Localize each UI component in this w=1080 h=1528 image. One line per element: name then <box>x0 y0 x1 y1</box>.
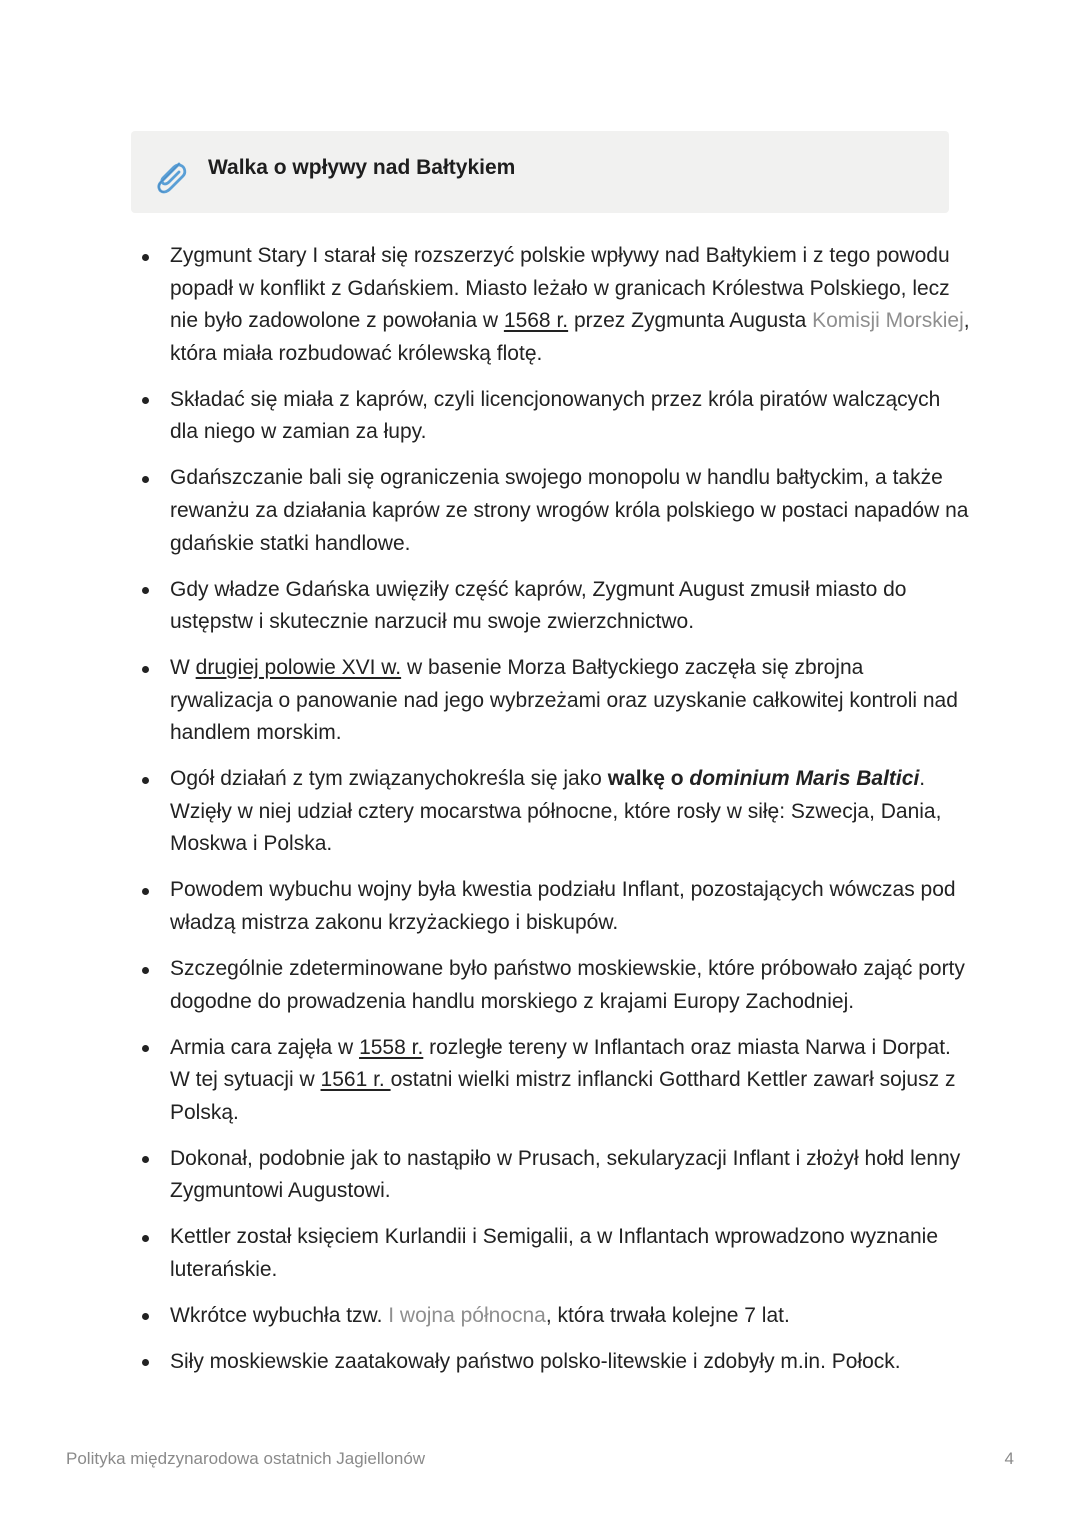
term-link[interactable]: I wojna północna <box>388 1303 546 1327</box>
list-item: Siły moskiewskie zaatakowały państwo polsko-litewskie i zdobyły m.in. Połock. <box>140 1346 970 1379</box>
footer-title: Polityka międzynarodowa ostatnich Jagiellonów <box>66 1449 426 1468</box>
list-item: W drugiej polowie XVI w. w basenie Morza Bałtyckiego zaczęła się zbrojna rywalizacja o panowanie nad jego wybrzeżami oraz uzyskanie całkowitej kontroli nad handlem morskim. <box>140 652 970 750</box>
term-link[interactable]: Komisji Morskiej <box>812 309 964 333</box>
list-item: Armia cara zajęła w 1558 r. rozległe tereny w Inflantach oraz miasta Narwa i Dorpat. W tej sytuacji w 1561 r. ostatni wielki mistrz inflancki Gotthard Kettler zawarł sojusz z Polską. <box>140 1032 970 1130</box>
date-link: drugiej polowie XVI w. <box>195 656 402 680</box>
list-item: Szczególnie zdeterminowane było państwo moskiewskie, które próbowało zająć porty dogodne do prowadzenia handlu morskiego z krajami Europy Zachodniej. <box>140 953 970 1018</box>
callout-box <box>131 131 949 213</box>
list-item: Gdańszczanie bali się ograniczenia swojego monopolu w handlu bałtyckim, a także rewanżu za działania kaprów ze strony wrogów króla polskiego w postaci napadów na gdańskie statki handlowe. <box>140 462 970 560</box>
page-number: 4 <box>1004 1449 1014 1468</box>
list-item: Składać się miała z kaprów, czyli licencjonowanych przez króla piratów walczących dla niego w zamian za łupy. <box>140 384 970 449</box>
date-link: 1561 r. <box>320 1068 391 1092</box>
date-link: 1568 r. <box>503 309 569 333</box>
bullet-list <box>140 240 970 1392</box>
list-item: Kettler został księciem Kurlandii i Semigalii, a w Inflantach wprowadzono wyznanie luterańskie. <box>140 1221 970 1286</box>
date-link: 1558 r. <box>359 1035 424 1059</box>
paperclip-icon <box>149 155 193 199</box>
callout-title: Walka o wpływy nad Bałtykiem <box>208 156 516 179</box>
list-item: Wkrótce wybuchła tzw. I wojna północna, która trwała kolejne 7 lat. <box>140 1300 970 1333</box>
list-item: Ogół działań z tym związanychokreśla się jako walkę o dominium Maris Baltici. Wzięły w niej udział cztery mocarstwa północne, które rosły w siłę: Szwecja, Dania, Moskwa i Polska. <box>140 763 970 861</box>
list-item: Gdy władze Gdańska uwięziły część kaprów, Zygmunt August zmusił miasto do ustępstw i skutecznie narzucił mu swoje zwierzchnictwo. <box>140 574 970 639</box>
list-item: Zygmunt Stary I starał się rozszerzyć polskie wpływy nad Bałtykiem i z tego powodu popadł w konflikt z Gdańskiem. Miasto leżało w granicach Królestwa Polskiego, lecz nie było zadowolone z powołania w 1568 r. przez Zygmunta Augusta Komisji Morskiej, która miała rozbudować królewską flotę. <box>140 240 970 370</box>
list-item: Dokonał, podobnie jak to nastąpiło w Prusach, sekularyzacji Inflant i złożył hołd lenny Zygmuntowi Augustowi. <box>140 1143 970 1208</box>
list-item: Powodem wybuchu wojny była kwestia podziału Inflant, pozostających wówczas pod władzą mistrza zakonu krzyżackiego i biskupów. <box>140 874 970 939</box>
